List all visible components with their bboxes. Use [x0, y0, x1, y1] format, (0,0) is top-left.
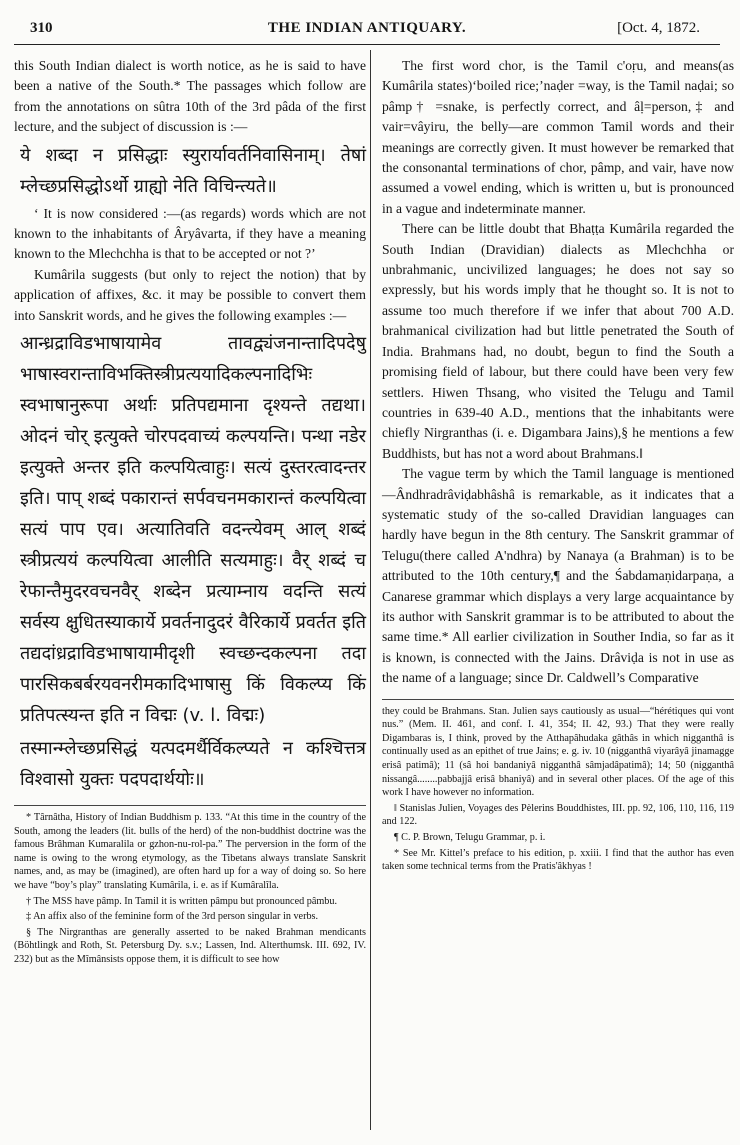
right-paragraph-2: There can be little doubt that Bhaṭṭa Kumârila regarded the South Indian (Dravidian) dialects as Mlechchha or unbrahmanic, uncivilized languages; he does not say so expressly, but his words imply that he thought so. It is not to assume too much therefore if we infer that about 700 A.D. brahmanical civilization had but little penetrated the South of India. Brahmans had, no doubt, begun to find the South a promising field of labour, but there could have been very few settlers. Hiwen Thsang, who visited the Telugu and Tamil countries in 639-40 A.D., mentions that the inhabitants were chiefly Nirgranthas (i. e. Digambara Jains),§ he mentions a few Buddhists, but has not a word about Brahmans.‖	[382, 221, 734, 461]
column-divider	[370, 50, 371, 1130]
footnote-star-right: * See Mr. Kittel’s preface to his edition, p. xxiii. I find that the author has even taken some technical terms from the Pratis'âkhyas !	[382, 847, 734, 873]
left-paragraph-1: this South Indian dialect is worth notice, as he is said to have been a native of the South.* The passages which follow are from the annotations on sûtra 10th of the 3rd pâda of the first lecture, and the subject of discussion is :—	[14, 58, 366, 135]
page-number: 310	[30, 20, 53, 36]
left-column	[14, 56, 366, 969]
left-paragraph-3: Kumârila suggests (but only to reject the notion) that by application of affixes, &c. it may be possible to convert them into Sanskrit words, and he gives the following examples :—	[14, 266, 366, 323]
footnote-dagger: † The MSS have pâmp. In Tamil it is written pâmpu but pronounced pâmbu.	[26, 895, 338, 907]
sanskrit-passage-2: आन्ध्रद्राविडभाषायामेव तावद्व्यंजनान्तादिपदेषु भाषास्वरान्ताविभक्तिस्त्रीप्रत्ययादिकल्पनादिभिः स्वभाषानुरूपा अर्थाः प्रतिपद्यमाना दृश्यन्ते तद्यथा। ओदनं चोर् इत्युक्ते चोरपदवाच्यं कल्पयन्ति। पन्था नडेर इत्युक्ते अन्तर इति कल्पयित्वाहुः। सत्यं दुस्तरत्वादन्तर इति। पाप् शब्दं पकारान्तं सर्पवचनमकारान्तं कल्पयित्वा सत्यं पाप एव। अत्यातिवति वदन्त्येवम् आल् शब्दं स्त्रीप्रत्ययं कल्पयित्वा आलीति सत्यमाहुः। वैर् शब्दं च रेफान्तैमुदरवचनवैर् शब्देन प्रत्याम्नाय वदन्ति सत्यं सर्वस्य क्षुधितस्याकार्ये प्रवर्तनादुदरं वैरिकार्ये प्रवर्तत इति तद्यदांध्रद्राविडभाषायामीदृशी स्वच्छन्दकल्पना तदा पारसिकबर्बरयवनरीमकादिभाषासु किं विकल्प्य किं प्रतिपत्स्यन्त इति न विद्मः (v. l. विद्मः)	[20, 333, 366, 727]
footnote-rule-left	[14, 805, 366, 806]
right-footnotes	[382, 705, 734, 874]
left-footnotes	[14, 811, 366, 967]
footnote-parallel: ‖ Stanislas Julien, Voyages des Pèlerins Bouddhistes, III. pp. 92, 106, 110, 116, 119 and 122.	[382, 802, 734, 828]
footnote-rule-right	[382, 699, 734, 700]
footnote-continuation: they could be Brahmans. Stan. Julien says cautiously as usual—“hérétiques qui vont nus.” (Mem. II. 461, and conf. I. 41, 354; II. 42, 93.) That they were really Digambaras is, I think, proved by the Atthapâhudaka gâthâs in which nigganthâ is continually used as an epithet of true Jains; e. g. iv. 10 (nigganthâ viyarâyâ jinamagge erisâ patimâ); 11 (sâ hoi bandaniyâ nigganthâ sâmjadâpatimâ); 14; 50 (nigganthâ nissangâ........pabbajjâ erisâ bhaniyâ) and in several other places. Of the age of this work I have however no information.	[382, 705, 734, 799]
sanskrit-verse-3: तस्मान्म्लेच्छप्रसिद्धं यत्पदमर्थैर्विकल्प्यते न कश्चित्तत्र विश्वासो युक्तः पदपदार्थयोः॥	[20, 738, 366, 791]
sanskrit-verse-1: ये शब्दा न प्रसिद्धाः स्युरार्यावर्तनिवासिनाम्। तेषां म्लेच्छप्रसिद्धोऽर्थो ग्राह्यो नेति विचिन्त्यते॥	[20, 144, 366, 197]
footnote-star: * Târnâtha, History of Indian Buddhism p. 133. “At this time in the country of the South, among the leaders (lit. bulls of the herd) of the non-buddhist doctrine was the famous Brâhman Kumaralila or gzhon-nu-rol-pa.” The perversion in the form of the name is owing to the wrong etymology, as the Tibetans always translate Sanskrit names, and, as may be (imagined), are often hard up for a way of doing so. So here we have “boy’s play” translating Kumârila, i. e. as if Kumâralîla.	[14, 812, 366, 892]
footnote-double-dagger: ‡ An affix also of the feminine form of the 3rd person singular in verbs.	[26, 911, 319, 923]
right-paragraph-3: The vague term by which the Tamil language is mentioned—Ândhradrâviḍabhâshâ is remarkable, as it indicates that a systematic study of the so-called Dravidian languages can hardly have begun in the 8th century. The Sanskrit grammar of Telugu(there called A'ndhra) by Nanaya (a Brahman) is to be attributed to the 10th century,¶ and the Śabdamaṇidarpaṇa, a Canarese grammar which displays a very large acquaintance by its author with Sanskrit grammar is to be attributed to about the same time.* All earlier civilization in Souther India, so far as it is known, is connected with the Jains. Drâviḍa is not in use as the name of a language; since Dr. Caldwell’s Comparative	[382, 466, 734, 686]
page-header	[14, 14, 720, 40]
left-paragraph-2: ‘ It is now considered :—(as regards) words which are not known to the inhabitants of Âryâvarta, if they have a meaning known to the Mlechchha is that to be accepted or not ?’	[14, 205, 366, 262]
right-column	[382, 56, 734, 876]
header-rule	[14, 44, 720, 45]
right-paragraph-1: The first word chor, is the Tamil c'oṛu, and means(as Kumârila states)‘boiled rice;’naḍer =way, is the Tamil naḍai; so pâmp† =snake, is perfectly correct, and âḷ=person,‡ and vair=vâyiru, the belly—are common Tamil words and their meanings are correctly given. It must however be remarked that the consonantal terminations of chor, pâmp, and vair, have now assumed a vowel ending, which is written u, but is pronounced in a vague and indeterminate manner.	[382, 58, 734, 216]
issue-date: [Oct. 4, 1872.	[617, 20, 700, 36]
footnote-section: § The Nirgranthas are generally asserted to be naked Brahman mendicants (Böhtlingk and Roth, St. Petersburg Dy. s.v.; Lassen, Ind. Alterthumsk. III. 692, IV. 232) but as the Mîmânsists oppose them, it is difficult to see how	[14, 926, 366, 965]
journal-title: THE INDIAN ANTIQUARY.	[267, 20, 467, 36]
footnote-pilcrow: ¶ C. P. Brown, Telugu Grammar, p. i.	[394, 831, 546, 843]
